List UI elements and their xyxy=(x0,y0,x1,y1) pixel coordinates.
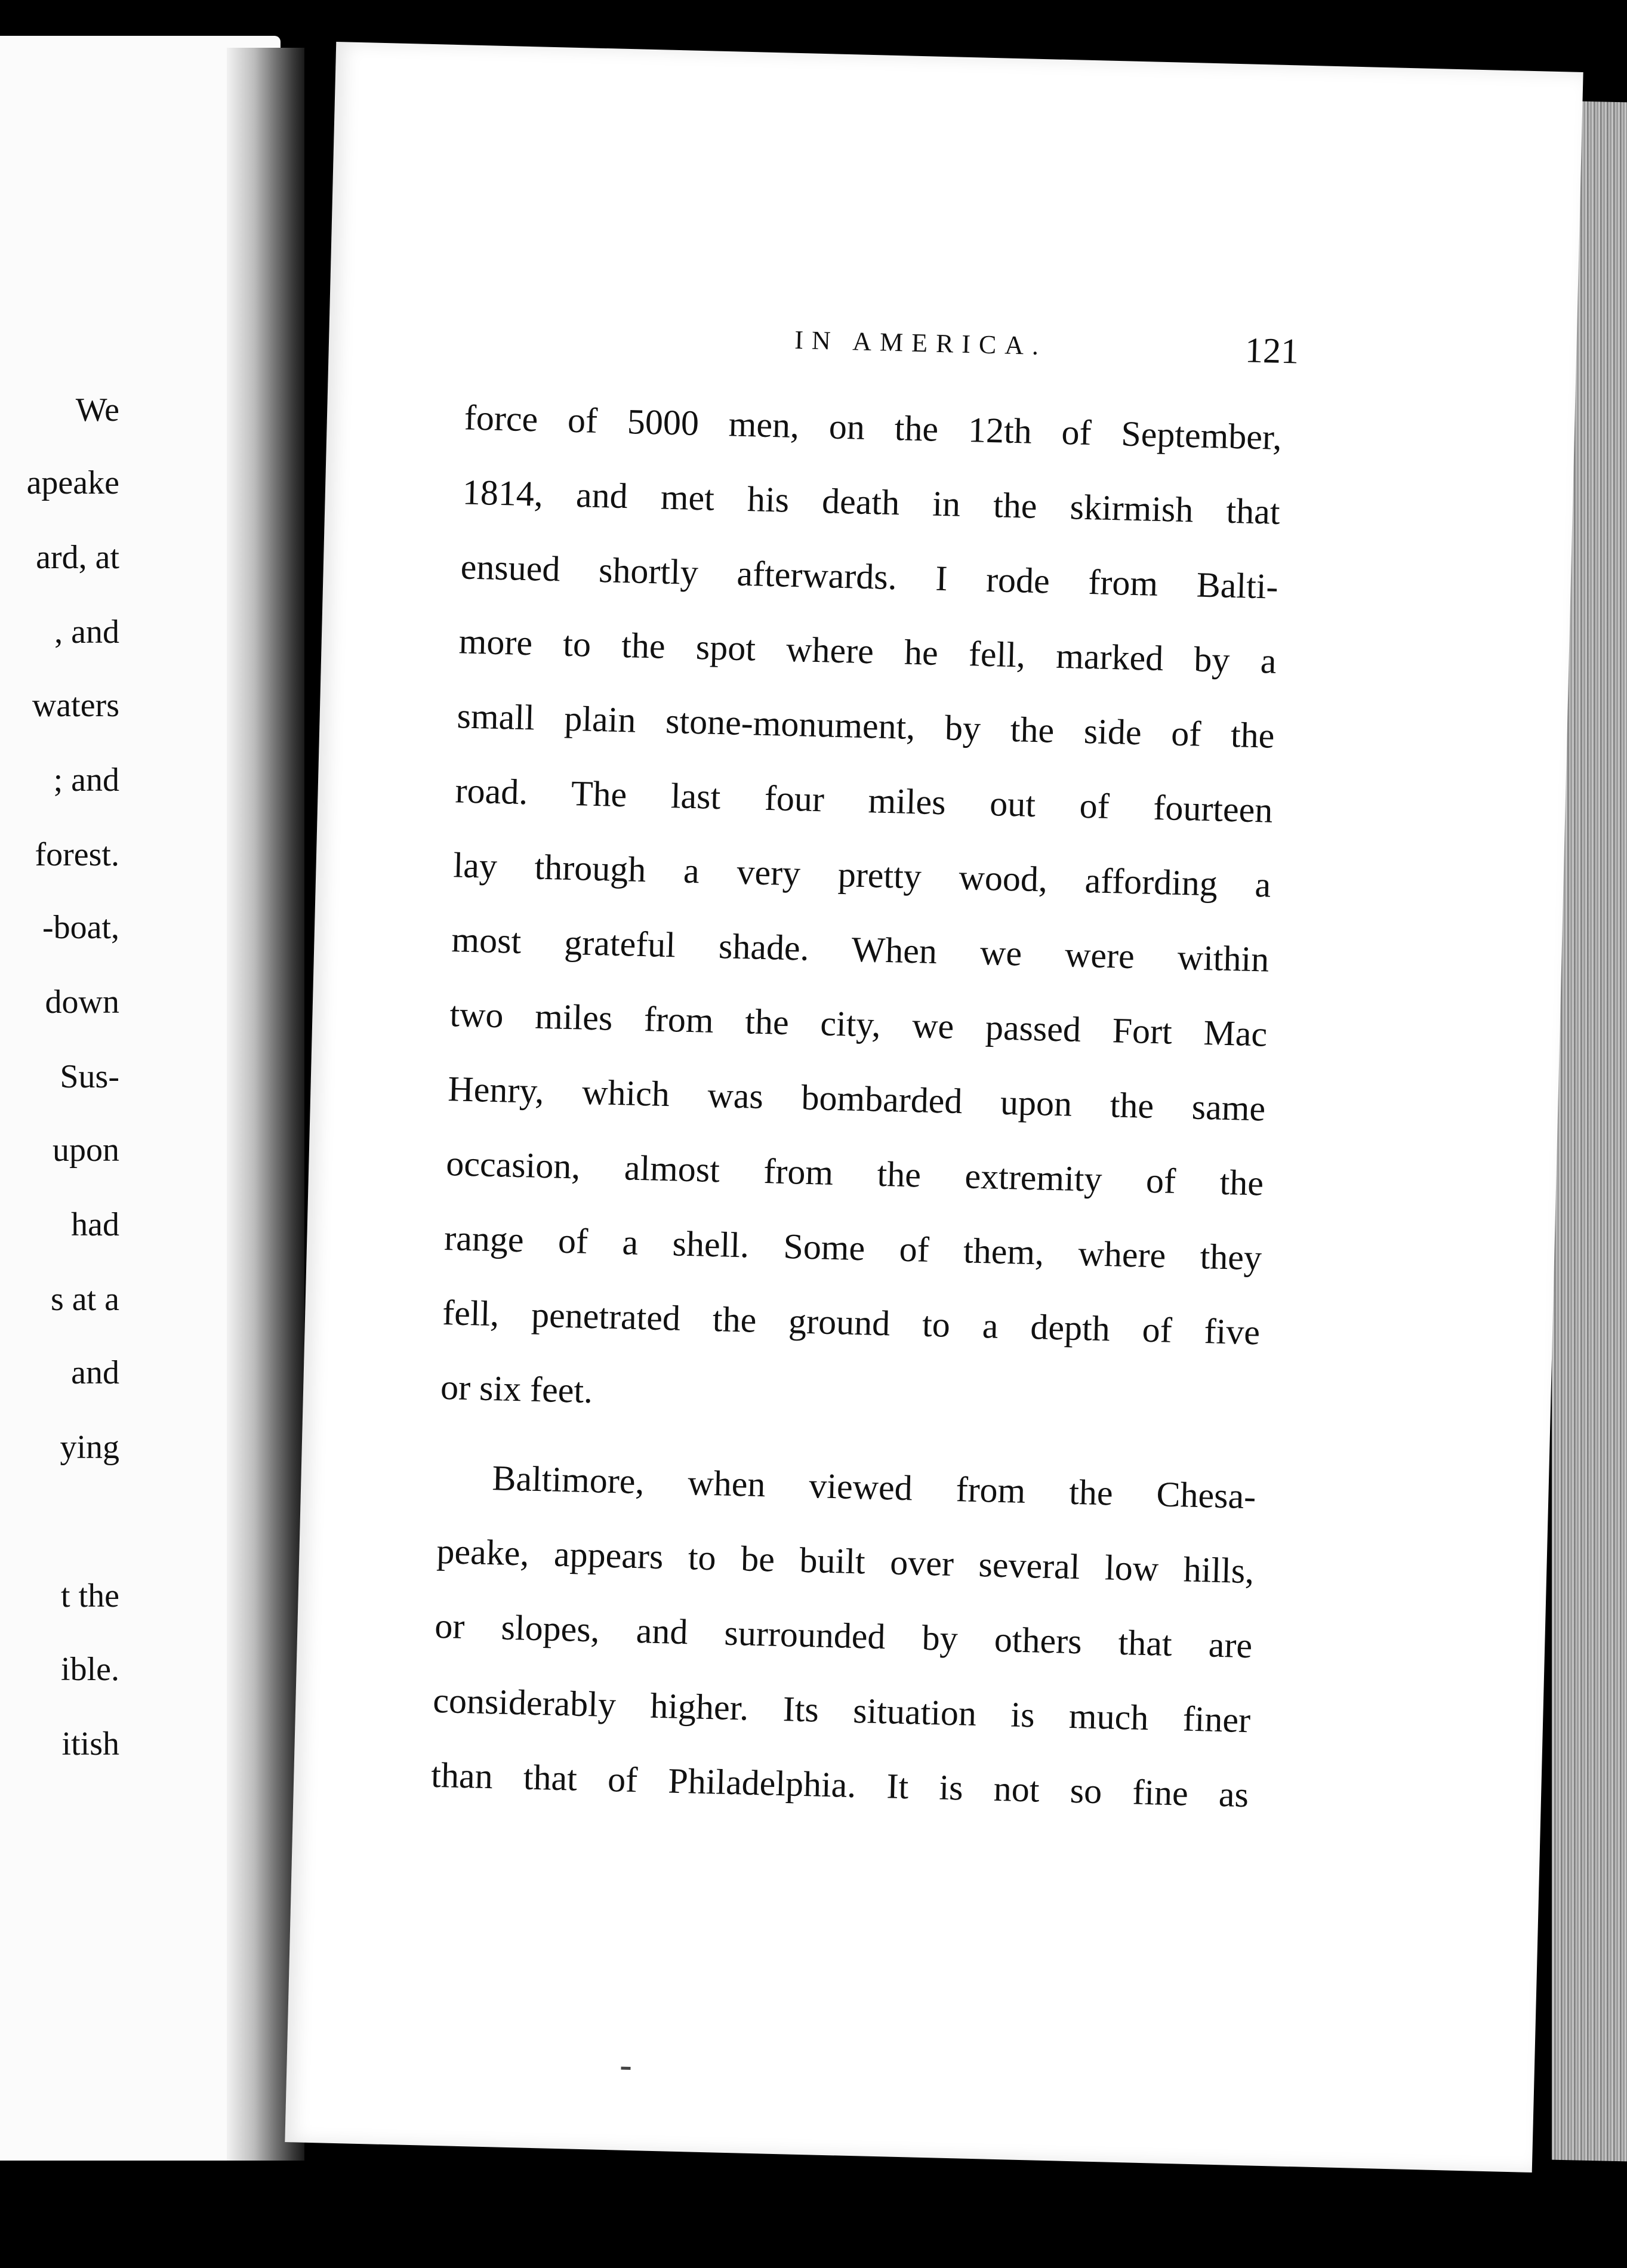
left-fragment: forest. xyxy=(35,836,119,873)
text-line: considerably higher. Its situation is much finer xyxy=(432,1680,1251,1740)
left-fragment: -boat, xyxy=(42,909,119,946)
main-page xyxy=(285,42,1583,2173)
left-fragment: ying xyxy=(60,1429,119,1466)
left-fragment: We xyxy=(75,392,119,429)
text-line: small plain stone-monument, by the side of the xyxy=(456,696,1275,756)
left-fragment: ard, at xyxy=(36,539,119,576)
text-line: than that of Philadelphia. It is not so fine as xyxy=(430,1755,1249,1815)
text-line: two miles from the city, we passed Fort Mac xyxy=(449,994,1268,1054)
text-line: fell, penetrated the ground to a depth of five xyxy=(442,1292,1261,1352)
left-fragment: , and xyxy=(54,614,119,651)
text-line: occasion, almost from the extremity of the xyxy=(445,1144,1264,1203)
ink-mark xyxy=(621,2067,630,2070)
text-line: most grateful shade. When we were within xyxy=(451,920,1270,979)
text-line: lay through a very pretty wood, affording a xyxy=(452,845,1272,905)
text-line: ensued shortly afterwards. I rode from Balti- xyxy=(460,547,1279,606)
left-fragment: ible. xyxy=(61,1651,119,1688)
left-fragment: t the xyxy=(61,1577,119,1614)
left-fragment: down xyxy=(45,984,119,1021)
text-line: force of 5000 men, on the 12th of September, xyxy=(464,397,1283,457)
text-line: peake, appears to be built over several low hills, xyxy=(436,1531,1255,1591)
left-fragment: waters xyxy=(32,687,119,724)
left-fragment: upon xyxy=(53,1132,119,1169)
running-head: IN AMERICA. xyxy=(794,325,1047,361)
text-line: or six feet. xyxy=(440,1367,593,1411)
left-fragment: ; and xyxy=(53,762,119,799)
left-fragment: itish xyxy=(61,1725,119,1762)
text-line: road. The last four miles out of fourteen xyxy=(454,771,1274,830)
left-fragment: s at a xyxy=(50,1281,119,1318)
left-fragment: apeake xyxy=(26,464,119,501)
text-line: range of a shell. Some of them, where they xyxy=(443,1218,1262,1278)
text-line: Baltimore, when viewed from the Chesa- xyxy=(491,1458,1257,1517)
left-fragment: had xyxy=(71,1206,119,1243)
text-line: more to the spot where he fell, marked by a xyxy=(458,621,1277,681)
left-page-text-fragments xyxy=(0,36,119,2161)
left-fragment: Sus- xyxy=(60,1058,119,1095)
page-number: 121 xyxy=(1244,330,1299,371)
left-fragment: and xyxy=(71,1354,119,1391)
text-line: or slopes, and surrounded by others that are xyxy=(434,1606,1253,1666)
text-line: Henry, which was bombarded upon the same xyxy=(447,1069,1266,1129)
text-line: 1814, and met his death in the skirmish that xyxy=(462,472,1281,532)
